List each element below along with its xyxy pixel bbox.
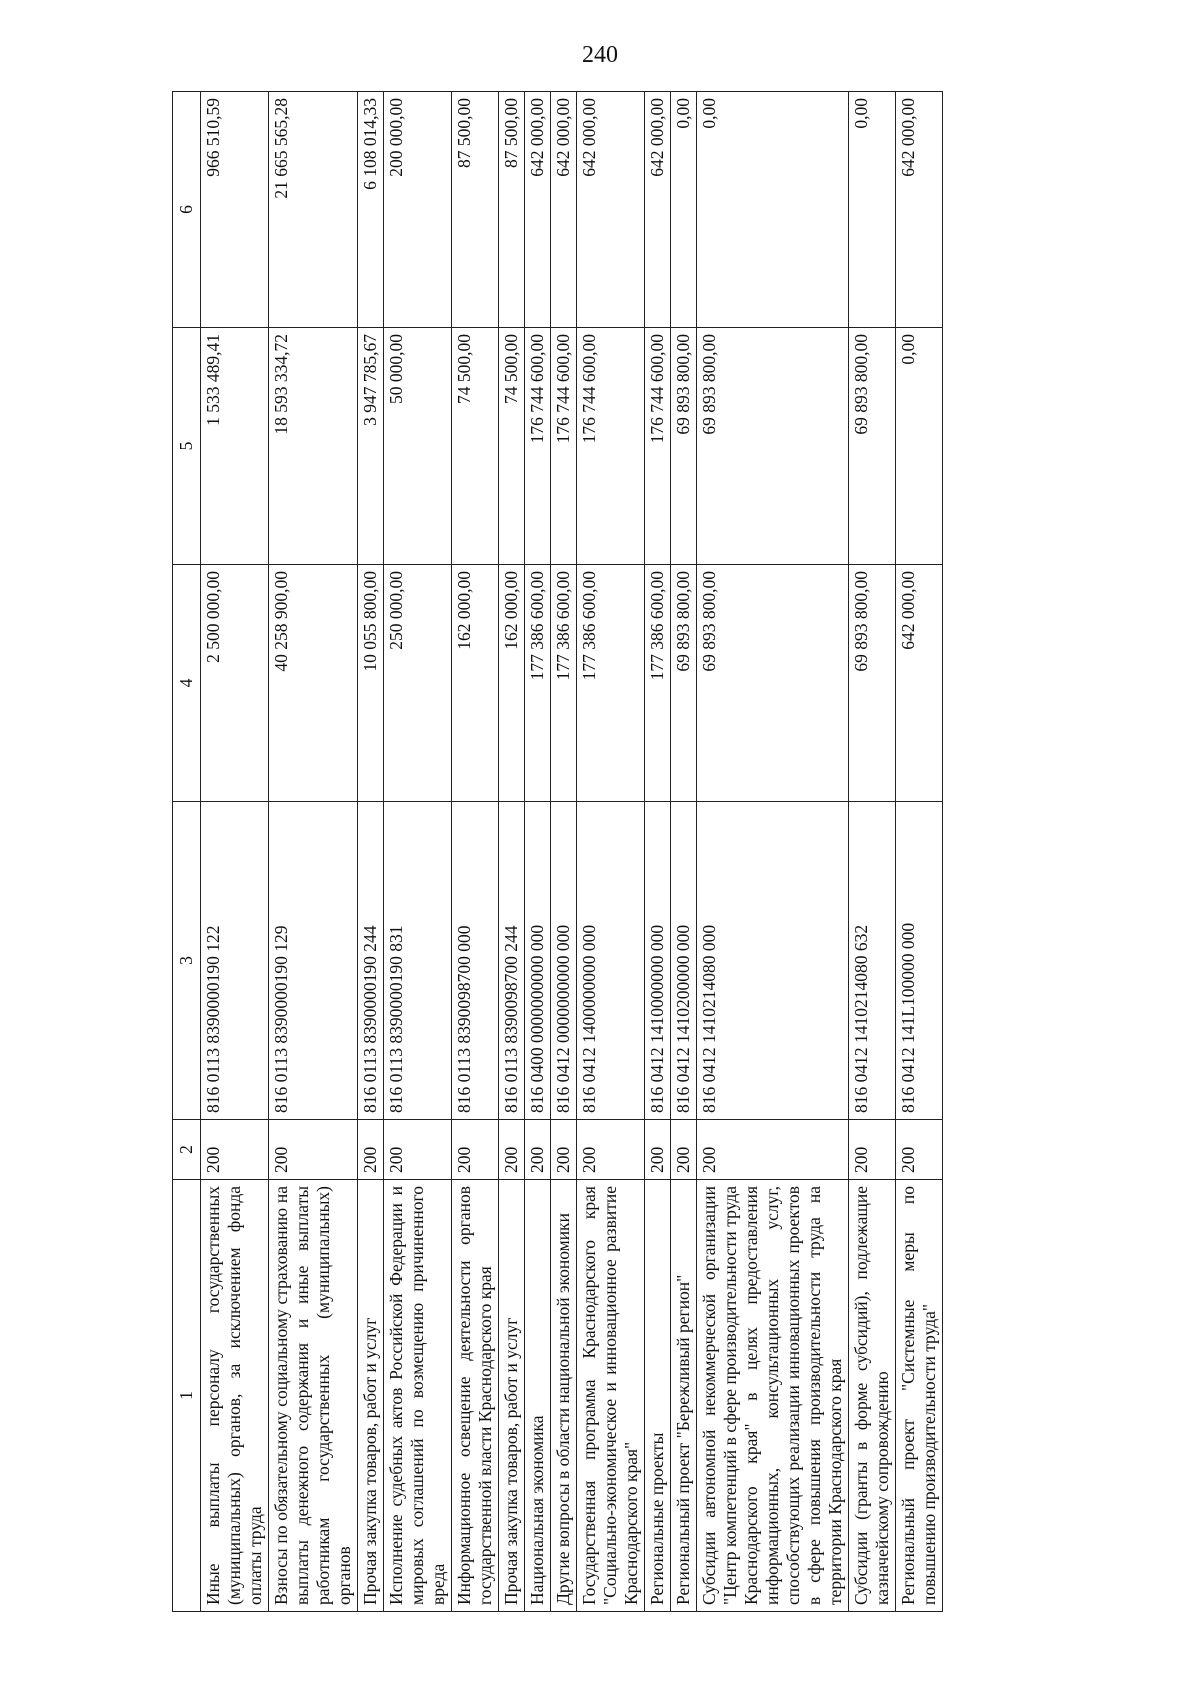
row-executed-amount-cell: 1 533 489,41 xyxy=(201,328,269,565)
row-unexecuted-amount-cell: 642 000,00 xyxy=(525,92,551,328)
row-unexecuted-amount-cell: 87 500,00 xyxy=(452,92,499,328)
header-cell: 4 xyxy=(173,565,201,802)
row-approved-amount-cell: 69 893 800,00 xyxy=(697,565,849,802)
row-unexecuted-amount-cell: 87 500,00 xyxy=(499,92,525,328)
row-code-cell: 200 xyxy=(671,1120,697,1180)
row-executed-amount-cell: 3 947 785,67 xyxy=(358,328,384,565)
row-name-cell: Иные выплаты персоналу государственных (муниципальных) органов, за исключением фонда оплаты труда xyxy=(201,1180,269,1612)
header-cell: 1 xyxy=(173,1180,201,1612)
table-row xyxy=(201,92,269,1612)
row-name-cell: Субсидии (гранты в форме субсидий), подлежащие казначейскому сопровождению xyxy=(849,1180,896,1612)
row-executed-amount-cell: 176 744 600,00 xyxy=(525,328,551,565)
row-kbk-cell: 816 0113 8390000190 831 xyxy=(384,802,452,1120)
row-code-cell: 200 xyxy=(551,1120,577,1180)
row-unexecuted-amount-cell: 0,00 xyxy=(697,92,849,328)
row-approved-amount-cell: 177 386 600,00 xyxy=(551,565,577,802)
row-code-cell: 200 xyxy=(697,1120,849,1180)
row-name-cell: Прочая закупка товаров, работ и услуг xyxy=(358,1180,384,1612)
row-executed-amount-cell: 69 893 800,00 xyxy=(671,328,697,565)
row-unexecuted-amount-cell: 642 000,00 xyxy=(577,92,645,328)
row-name-cell: Субсидии автономной некоммерческой организации "Центр компетенций в сфере производительности труда Краснодарского края" в целях предоставления информационных, консультационных услуг, способствующих реализации инновационных проектов в сфере повышения производительности труда на территории Краснодарского края xyxy=(697,1180,849,1612)
row-code-cell: 200 xyxy=(577,1120,645,1180)
table-row xyxy=(499,92,525,1612)
row-executed-amount-cell: 74 500,00 xyxy=(452,328,499,565)
row-unexecuted-amount-cell: 200 000,00 xyxy=(384,92,452,328)
row-approved-amount-cell: 2 500 000,00 xyxy=(201,565,269,802)
row-approved-amount-cell: 177 386 600,00 xyxy=(577,565,645,802)
row-name-cell: Информационное освещение деятельности органов государственной власти Краснодарского края xyxy=(452,1180,499,1612)
header-row xyxy=(173,92,201,1612)
table-row xyxy=(269,92,358,1612)
row-approved-amount-cell: 250 000,00 xyxy=(384,565,452,802)
table-row xyxy=(384,92,452,1612)
row-name-cell: Региональный проект "Бережливый регион" xyxy=(671,1180,697,1612)
table-row xyxy=(896,92,943,1612)
row-kbk-cell: 816 0412 1410200000 000 xyxy=(671,802,697,1120)
row-approved-amount-cell: 69 893 800,00 xyxy=(849,565,896,802)
row-kbk-cell: 816 0412 1400000000 000 xyxy=(577,802,645,1120)
row-kbk-cell: 816 0113 8390000190 122 xyxy=(201,802,269,1120)
row-approved-amount-cell: 69 893 800,00 xyxy=(671,565,697,802)
row-kbk-cell: 816 0412 1410214080 632 xyxy=(849,802,896,1120)
header-cell: 5 xyxy=(173,328,201,565)
budget-table xyxy=(172,91,943,1612)
row-approved-amount-cell: 177 386 600,00 xyxy=(645,565,671,802)
row-name-cell: Региональные проекты xyxy=(645,1180,671,1612)
row-unexecuted-amount-cell: 6 108 014,33 xyxy=(358,92,384,328)
page-number: 240 xyxy=(582,42,618,68)
row-kbk-cell: 816 0412 141L100000 000 xyxy=(896,802,943,1120)
row-executed-amount-cell: 69 893 800,00 xyxy=(849,328,896,565)
table-row xyxy=(697,92,849,1612)
header-cell: 2 xyxy=(173,1120,201,1180)
row-code-cell: 200 xyxy=(849,1120,896,1180)
row-kbk-cell: 816 0113 8390000190 129 xyxy=(269,802,358,1120)
table-row xyxy=(358,92,384,1612)
row-approved-amount-cell: 642 000,00 xyxy=(896,565,943,802)
row-executed-amount-cell: 74 500,00 xyxy=(499,328,525,565)
row-code-cell: 200 xyxy=(358,1120,384,1180)
row-approved-amount-cell: 40 258 900,00 xyxy=(269,565,358,802)
row-name-cell: Национальная экономика xyxy=(525,1180,551,1612)
header-cell: 6 xyxy=(173,92,201,328)
row-executed-amount-cell: 18 593 334,72 xyxy=(269,328,358,565)
row-executed-amount-cell: 0,00 xyxy=(896,328,943,565)
row-kbk-cell: 816 0400 0000000000 000 xyxy=(525,802,551,1120)
table-frame xyxy=(172,92,1094,1612)
row-kbk-cell: 816 0113 8390098700 244 xyxy=(499,802,525,1120)
row-executed-amount-cell: 176 744 600,00 xyxy=(645,328,671,565)
row-executed-amount-cell: 176 744 600,00 xyxy=(577,328,645,565)
row-unexecuted-amount-cell: 21 665 565,28 xyxy=(269,92,358,328)
row-unexecuted-amount-cell: 642 000,00 xyxy=(551,92,577,328)
table-row xyxy=(551,92,577,1612)
row-unexecuted-amount-cell: 642 000,00 xyxy=(896,92,943,328)
row-approved-amount-cell: 10 055 800,00 xyxy=(358,565,384,802)
row-code-cell: 200 xyxy=(452,1120,499,1180)
row-unexecuted-amount-cell: 0,00 xyxy=(849,92,896,328)
row-code-cell: 200 xyxy=(645,1120,671,1180)
header-cell: 3 xyxy=(173,802,201,1120)
row-executed-amount-cell: 69 893 800,00 xyxy=(697,328,849,565)
rotated-table-container xyxy=(172,92,1094,1612)
row-kbk-cell: 816 0412 1410214080 000 xyxy=(697,802,849,1120)
row-kbk-cell: 816 0412 0000000000 000 xyxy=(551,802,577,1120)
row-name-cell: Прочая закупка товаров, работ и услуг xyxy=(499,1180,525,1612)
row-name-cell: Взносы по обязательному социальному страхованию на выплаты денежного содержания и иные выплаты работникам государственных (муниципальных) органов xyxy=(269,1180,358,1612)
row-kbk-cell: 816 0113 8390098700 000 xyxy=(452,802,499,1120)
row-name-cell: Другие вопросы в области национальной экономики xyxy=(551,1180,577,1612)
table-row xyxy=(525,92,551,1612)
row-approved-amount-cell: 162 000,00 xyxy=(452,565,499,802)
row-name-cell: Региональный проект "Системные меры по повышению производительности труда" xyxy=(896,1180,943,1612)
row-unexecuted-amount-cell: 642 000,00 xyxy=(645,92,671,328)
row-unexecuted-amount-cell: 966 510,59 xyxy=(201,92,269,328)
table-row xyxy=(452,92,499,1612)
row-code-cell: 200 xyxy=(384,1120,452,1180)
row-approved-amount-cell: 177 386 600,00 xyxy=(525,565,551,802)
row-kbk-cell: 816 0412 1410000000 000 xyxy=(645,802,671,1120)
table-row xyxy=(849,92,896,1612)
row-approved-amount-cell: 162 000,00 xyxy=(499,565,525,802)
table-row xyxy=(645,92,671,1612)
row-code-cell: 200 xyxy=(499,1120,525,1180)
row-code-cell: 200 xyxy=(896,1120,943,1180)
row-name-cell: Государственная программа Краснодарского края "Социально-экономическое и инновационное развитие Краснодарского края" xyxy=(577,1180,645,1612)
row-code-cell: 200 xyxy=(269,1120,358,1180)
row-unexecuted-amount-cell: 0,00 xyxy=(671,92,697,328)
row-executed-amount-cell: 50 000,00 xyxy=(384,328,452,565)
table-row xyxy=(671,92,697,1612)
row-executed-amount-cell: 176 744 600,00 xyxy=(551,328,577,565)
row-code-cell: 200 xyxy=(525,1120,551,1180)
row-kbk-cell: 816 0113 8390000190 244 xyxy=(358,802,384,1120)
row-name-cell: Исполнение судебных актов Российской Федерации и мировых соглашений по возмещению причиненного вреда xyxy=(384,1180,452,1612)
row-code-cell: 200 xyxy=(201,1120,269,1180)
table-row xyxy=(577,92,645,1612)
